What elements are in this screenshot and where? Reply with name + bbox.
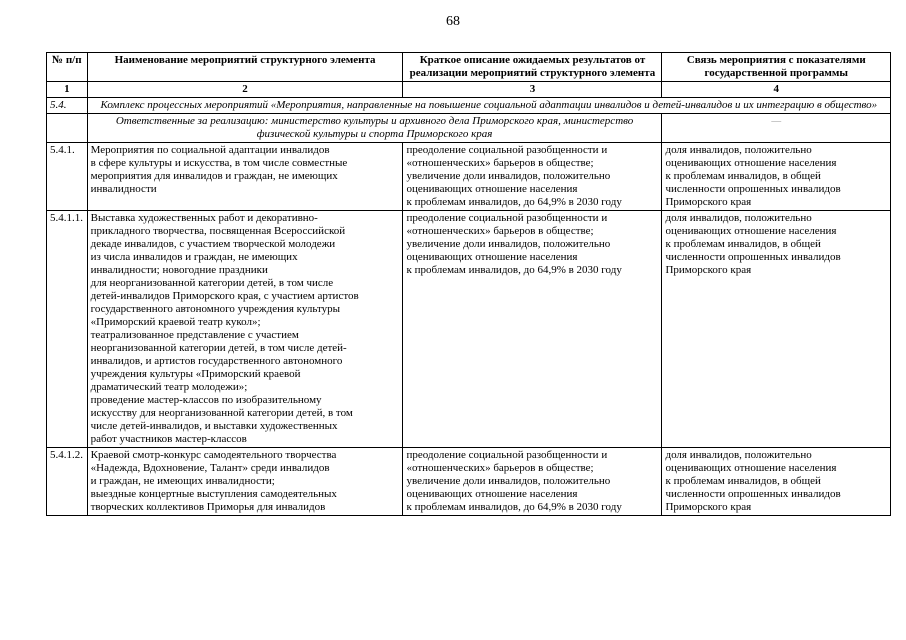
indicator-link-line: к проблемам инвалидов, в общей [665,475,821,487]
measure-name-line: театрализованное представление с участием [90,329,299,341]
expected-result [403,143,662,211]
header-name: Наименование мероприятий структурного элемента [87,53,403,82]
header-num: № п/п [47,53,88,82]
indicator-link-line: доля инвалидов, положительно [665,212,812,224]
measure-name-line: «Надежда, Вдохновение, Талант» среди инвалидов [90,462,330,474]
measure-name-line: инвалидности; новогодние праздники [90,264,268,276]
header-result: Краткое описание ожидаемых результатов от реализации мероприятий структурного элемента [403,53,662,82]
expected-result-line: «отношенческих» барьеров в обществе; [406,157,594,169]
measure-name-line: в сфере культуры и искусства, в том числе совместные [90,157,348,169]
indicator-link-line: Приморского края [665,196,752,208]
indicator-link [662,448,891,516]
measure-name-line: «Приморский краевой театр кукол»; [90,316,261,328]
indicator-link-line: к проблемам инвалидов, в общей [665,238,821,250]
indicator-link-line: Приморского края [665,501,752,513]
measure-name-line: инвалидности [90,183,157,195]
indicator-link [662,211,891,448]
indicator-link-line: оценивающих отношение населения [665,225,837,237]
indicator-link-line: численности опрошенных инвалидов [665,251,841,263]
row-number: 5.4.1. [47,143,88,211]
row-number: 5.4.1.2. [47,448,88,516]
expected-result-line: «отношенческих» барьеров в обществе; [406,462,594,474]
measure-name-line: мероприятия для инвалидов и граждан, не имеющих [90,170,338,182]
indicator-link-line: оценивающих отношение населения [665,157,837,169]
indicator-link [662,143,891,211]
expected-result-line: преодоление социальной разобщенности и [406,212,608,224]
expected-result-line: «отношенческих» барьеров в обществе; [406,225,594,237]
measure-name-line: из числа инвалидов и граждан, не имеющих [90,251,298,263]
measure-name-line: неорганизованной категории детей, в том числе детей- [90,342,347,354]
page-number: 68 [446,14,460,29]
indicator-link-line: доля инвалидов, положительно [665,144,812,156]
complex-title: Комплекс процессных мероприятий «Мероприятия, направленные на повышение социальной адаптации инвалидов и детей-инвалидов и их интеграцию в общество» [87,98,890,114]
expected-result-line: увеличение доли инвалидов, положительно [406,170,611,182]
measure-name [87,211,403,448]
expected-result-line: к проблемам инвалидов, до 64,9% в 2030 году [406,196,622,208]
measure-name-line: учреждения культуры «Приморский краевой [90,368,301,380]
measure-name-line: творческих коллективов Приморья для инвалидов [90,501,326,513]
indicator-link-line: оценивающих отношение населения [665,462,837,474]
measure-name-line: выездные концертные выступления самодеятельных [90,488,337,500]
header-link: Связь мероприятия с показателями государственной программы [662,53,891,82]
expected-result-line: оценивающих отношение населения [406,251,578,263]
table-row [47,211,891,448]
measure-name-line: Выставка художественных работ и декоративно- [90,212,318,224]
measure-rows [47,143,891,516]
expected-result [403,211,662,448]
row-number: 5.4.1.1. [47,211,88,448]
measure-name-line: декаде инвалидов, с участием творческой молодежи [90,238,336,250]
column-index: 1 [47,82,88,98]
expected-result-line: увеличение доли инвалидов, положительно [406,475,611,487]
column-index-row [47,82,891,98]
table-row [47,448,891,516]
measure-name-line: государственного автономного учреждения культуры [90,303,341,315]
indicator-link-line: численности опрошенных инвалидов [665,488,841,500]
measures-table [46,52,891,516]
expected-result-line: к проблемам инвалидов, до 64,9% в 2030 году [406,501,622,513]
indicator-link-line: к проблемам инвалидов, в общей [665,170,821,182]
responsible-text: Ответственные за реализацию: министерство культуры и архивного дела Приморского края, министерство физической культуры и спорта Приморского края [87,114,662,143]
table-row [47,143,891,211]
measure-name-line: искусству для неорганизованной категории детей, в том [90,407,353,419]
complex-number: 5.4. [47,98,88,114]
measure-name-line: Краевой смотр-конкурс самодеятельного творчества [90,449,337,461]
measure-name-line: проведение мастер-классов по изобразительному [90,394,322,406]
measure-name-line: и граждан, не имеющих инвалидности; [90,475,275,487]
responsible-row [47,114,891,143]
measure-name-line: инвалидов, и артистов государственного автономного [90,355,343,367]
measure-name-line: прикладного творчества, посвященная Всероссийской [90,225,346,237]
expected-result-line: преодоление социальной разобщенности и [406,144,608,156]
measure-name-line: драматический театр молодежи»; [90,381,248,393]
responsible-dash: — [662,114,891,143]
column-index: 3 [403,82,662,98]
indicator-link-line: численности опрошенных инвалидов [665,183,841,195]
indicator-link-line: доля инвалидов, положительно [665,449,812,461]
expected-result-line: оценивающих отношение населения [406,183,578,195]
header-row [47,53,891,82]
responsible-empty-cell [47,114,88,143]
column-index: 2 [87,82,403,98]
measure-name-line: работ участников мастер-классов [90,433,247,445]
measure-name-line: Мероприятия по социальной адаптации инвалидов [90,144,330,156]
measure-name-line: числе детей-инвалидов, и выставки художественных [90,420,338,432]
measure-name [87,143,403,211]
column-index: 4 [662,82,891,98]
indicator-link-line: Приморского края [665,264,752,276]
measure-name-line: для неорганизованной категории детей, в том числе [90,277,334,289]
expected-result-line: к проблемам инвалидов, до 64,9% в 2030 году [406,264,622,276]
complex-row [47,98,891,114]
expected-result-line: преодоление социальной разобщенности и [406,449,608,461]
expected-result-line: оценивающих отношение населения [406,488,578,500]
measure-name-line: детей-инвалидов Приморского края, с участием артистов [90,290,359,302]
expected-result [403,448,662,516]
measure-name [87,448,403,516]
expected-result-line: увеличение доли инвалидов, положительно [406,238,611,250]
